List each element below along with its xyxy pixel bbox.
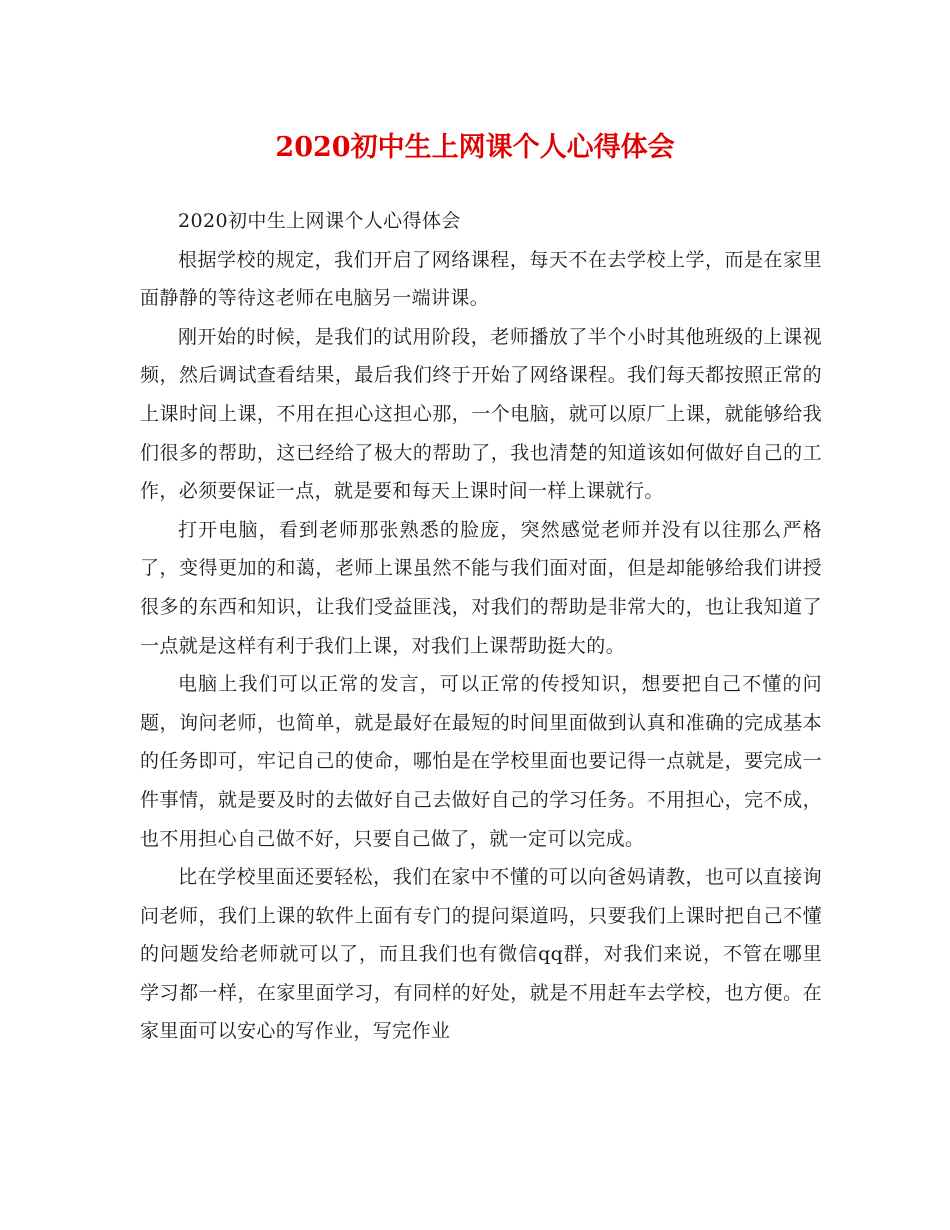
paragraph: 打开电脑，看到老师那张熟悉的脸庞，突然感觉老师并没有以往那么严格了，变得更加的和蔼，老师上课虽然不能与我们面对面，但是却能够给我们讲授很多的东西和知识，让我们受益匪浅，对我们的帮助是非常大的，也让我知道了一点就是这样有利于我们上课，对我们上课帮助挺大的。 [140,518,822,657]
paragraph: 根据学校的规定，我们开启了网络课程，每天不在去学校上学，而是在家里面静静的等待这老师在电脑另一端讲课。 [140,248,822,310]
paragraph: 电脑上我们可以正常的发言，可以正常的传授知识，想要把自己不懂的问题，询问老师，也简单，就是最好在最短的时间里面做到认真和准确的完成基本的任务即可，牢记自己的使命，哪怕是在学校里面也要记得一点就是，要完成一件事情，就是要及时的去做好自己去做好自己的学习任务。不用担心，完不成，也不用担心自己做不好，只要自己做了，就一定可以完成。 [140,673,822,850]
document-title: 2020初中生上网课个人心得体会 [275,132,675,163]
document-body [140,202,822,1051]
paragraph-subtitle: 2020初中生上网课个人心得体会 [178,210,461,232]
paragraph: 刚开始的时候，是我们的试用阶段，老师播放了半个小时其他班级的上课视频，然后调试查看结果，最后我们终于开始了网络课程。我们每天都按照正常的上课时间上课，不用在担心这担心那，一个电脑，就可以原厂上课，就能够给我们很多的帮助，这已经给了极大的帮助了，我也清楚的知道该如何做好自己的工作，必须要保证一点，就是要和每天上课时间一样上课就行。 [140,325,822,503]
paragraph: 比在学校里面还要轻松，我们在家中不懂的可以向爸妈请教，也可以直接询问老师，我们上课的软件上面有专门的提问渠道吗，只要我们上课时把自己不懂的问题发给老师就可以了，而且我们也有微信qq群，对我们来说，不管在哪里学习都一样，在家里面学习，有同样的好处，就是不用赶车去学校，也方便。在家里面可以安心的写作业，写完作业 [140,866,822,1043]
